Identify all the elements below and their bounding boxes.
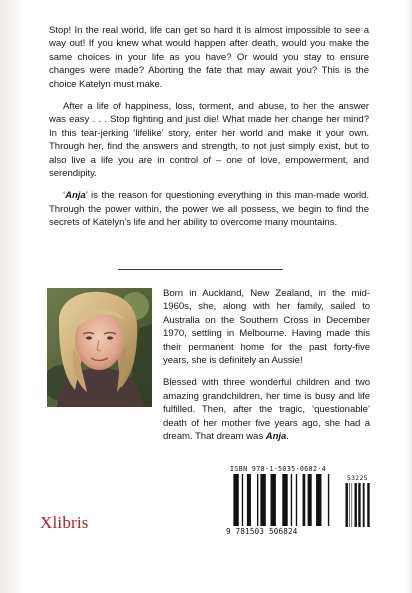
ean-digits: 9 781503 506824 <box>226 527 298 536</box>
book-title-inline-bio: Anja <box>265 431 287 443</box>
isbn-barcode <box>226 465 376 545</box>
barcode-bar <box>308 474 312 526</box>
author-photo <box>47 288 152 407</box>
blurb-paragraph-3-text: is the reason for questioning everything in this man-made world. Through the power within, the power we all possess, we begin to find the secrets of Katelyn’s life and her ability to overcome many mountains. <box>49 190 369 229</box>
barcode-bar <box>367 483 369 527</box>
barcode-bar <box>355 483 357 527</box>
blurb-paragraph-2: After a life of happiness, loss, torment, and abuse, to her the answer was easy . . . Stop fighting and just die! What made her change her mind? In this tear-jerking ‘lifelike’ story, enter her world and make it your own. Through her, find the answers and strength, to not just simply exist, but to also live a life you are in control of – one of love, empowerment, and serendipity. <box>49 101 369 180</box>
price-code-label: 53225 <box>347 474 368 482</box>
barcode-bar <box>257 474 258 526</box>
cover-blurb <box>49 24 369 230</box>
barcode-bar <box>291 474 292 526</box>
barcode-bar <box>303 474 306 526</box>
bio-paragraph-2-text: Blessed with three wonderful children and two amazing grandchildren, her time is busy and life fulfilled. Then, after the tragic, ‘questionable’ death of her mother five years ago, she had a dream. That dream was <box>163 377 370 443</box>
bio-paragraph-1: Born in Auckland, New Zealand, in the mid-1960s, she, along with her family, sailed to Australia on the Southern Cross in December 1970, settling in Melbourne. Having made this their permanent home for the past forty-five years, she is definitely an Aussie! <box>163 288 370 367</box>
barcode-bar <box>346 483 348 527</box>
barcode-bar <box>247 474 251 526</box>
blurb-paragraph-3 <box>49 189 369 229</box>
barcode-bar <box>282 474 287 526</box>
barcode-bar <box>316 474 321 526</box>
blurb-close-quote: ’ <box>85 190 88 202</box>
page-edge-left <box>0 0 26 593</box>
barcode-bar <box>363 483 365 527</box>
barcode-bar <box>352 483 353 527</box>
publisher-logo: Xlibris <box>40 513 89 532</box>
bio-paragraph-2 <box>163 376 370 443</box>
bio-paragraph-2-end: . <box>286 431 289 443</box>
book-title-inline: Anja <box>65 190 86 202</box>
blurb-open-quote: ‘ <box>63 190 66 202</box>
barcode-bar <box>233 474 238 526</box>
barcode-bar <box>328 474 329 526</box>
page-edge-right <box>406 0 412 593</box>
barcode-bar <box>296 474 297 526</box>
isbn-label: ISBN 978-1-5035-0682-4 <box>230 465 327 473</box>
barcode-bar <box>260 474 265 526</box>
barcode-bar <box>358 483 360 527</box>
price-barcode-bars <box>344 483 374 528</box>
ean-barcode-bars <box>230 474 338 528</box>
blurb-paragraph-1: Stop! In the real world, life can get so hard it is almost impossible to see a way out! If you knew what would happen after death, would you make the same choices in your life as you have? Or would you stay to ensure changes were made? Aborting the fate that may await you? This is the choice Katelyn must make. <box>49 25 369 90</box>
barcode-bar <box>349 483 350 527</box>
barcode-bar <box>271 474 276 526</box>
barcode-bar <box>242 474 243 526</box>
section-divider <box>118 269 283 270</box>
author-bio <box>163 287 370 452</box>
